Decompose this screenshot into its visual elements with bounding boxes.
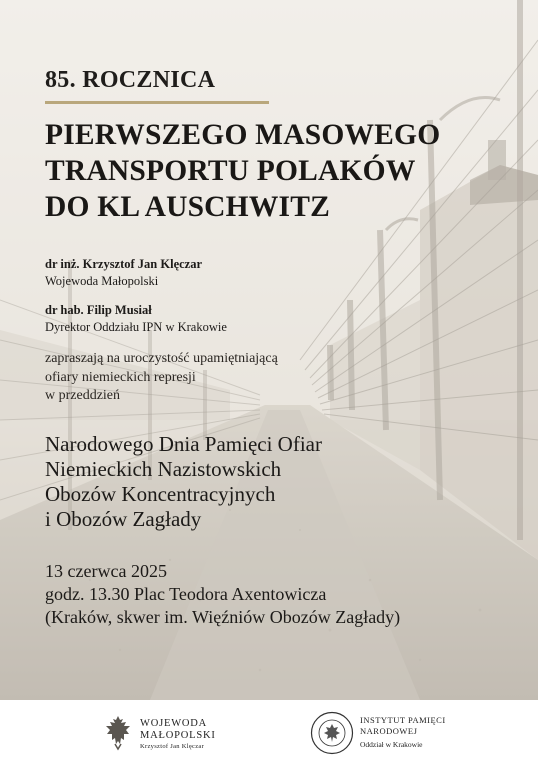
host-ipn-director — [45, 302, 227, 336]
host-wojewoda — [45, 256, 202, 290]
eagle-emblem-icon — [104, 714, 132, 752]
title-line-2: TRANSPORTU POLAKÓW — [45, 155, 416, 187]
day-line-4: i Obozów Zagłady — [45, 507, 202, 531]
event-time-place: godz. 13.30 Plac Teodora Axentowicza — [45, 584, 327, 604]
invitation-line-1: zapraszają na uroczystość upamiętniającą — [45, 351, 278, 366]
host-name: dr inż. Krzysztof Jan Klęczar — [45, 257, 203, 271]
host-name: dr hab. Filip Musiał — [45, 303, 152, 317]
invitation-line-3: w przeddzień — [45, 388, 121, 403]
ipn-seal-icon — [310, 711, 354, 755]
invitation-line-2: ofiary niemieckich represji — [45, 369, 196, 385]
invitation-text — [45, 350, 278, 406]
title-line-3: DO KL AUSCHWITZ — [45, 191, 330, 223]
accent-divider — [45, 101, 269, 104]
event-location-note: (Kraków, skwer im. Więźniów Obozów Zagłady) — [45, 607, 401, 627]
wojewoda-logo-line-2: MAŁOPOLSKI — [140, 730, 216, 741]
day-line-1: Narodowego Dnia Pamięci Ofiar — [45, 432, 322, 456]
anniversary-heading: 85. ROCZNICA — [45, 67, 216, 93]
day-line-3: Obozów Koncentracyjnych — [45, 482, 276, 506]
event-date: 13 czerwca 2025 — [45, 561, 167, 581]
title-line-1: PIERWSZEGO MASOWEGO — [45, 119, 441, 151]
memorial-day-name — [45, 432, 322, 532]
host-role: Wojewoda Małopolski — [45, 274, 159, 288]
ipn-logo-line-2: NARODOWEJ — [360, 726, 418, 736]
event-details — [45, 560, 400, 629]
host-role: Dyrektor Oddziału IPN w Krakowie — [45, 320, 227, 334]
main-title — [45, 117, 515, 225]
wojewoda-logo-line-3: Krzysztof Jan Klęczar — [140, 743, 205, 750]
wojewoda-logo-line-1: WOJEWODA — [140, 718, 208, 729]
day-line-2: Niemieckich Nazistowskich — [45, 457, 282, 481]
footer-logos — [0, 700, 538, 768]
ipn-logo-line-1: INSTYTUT PAMIĘCI — [360, 715, 446, 725]
ipn-logo-line-3: Oddział w Krakowie — [360, 740, 423, 749]
